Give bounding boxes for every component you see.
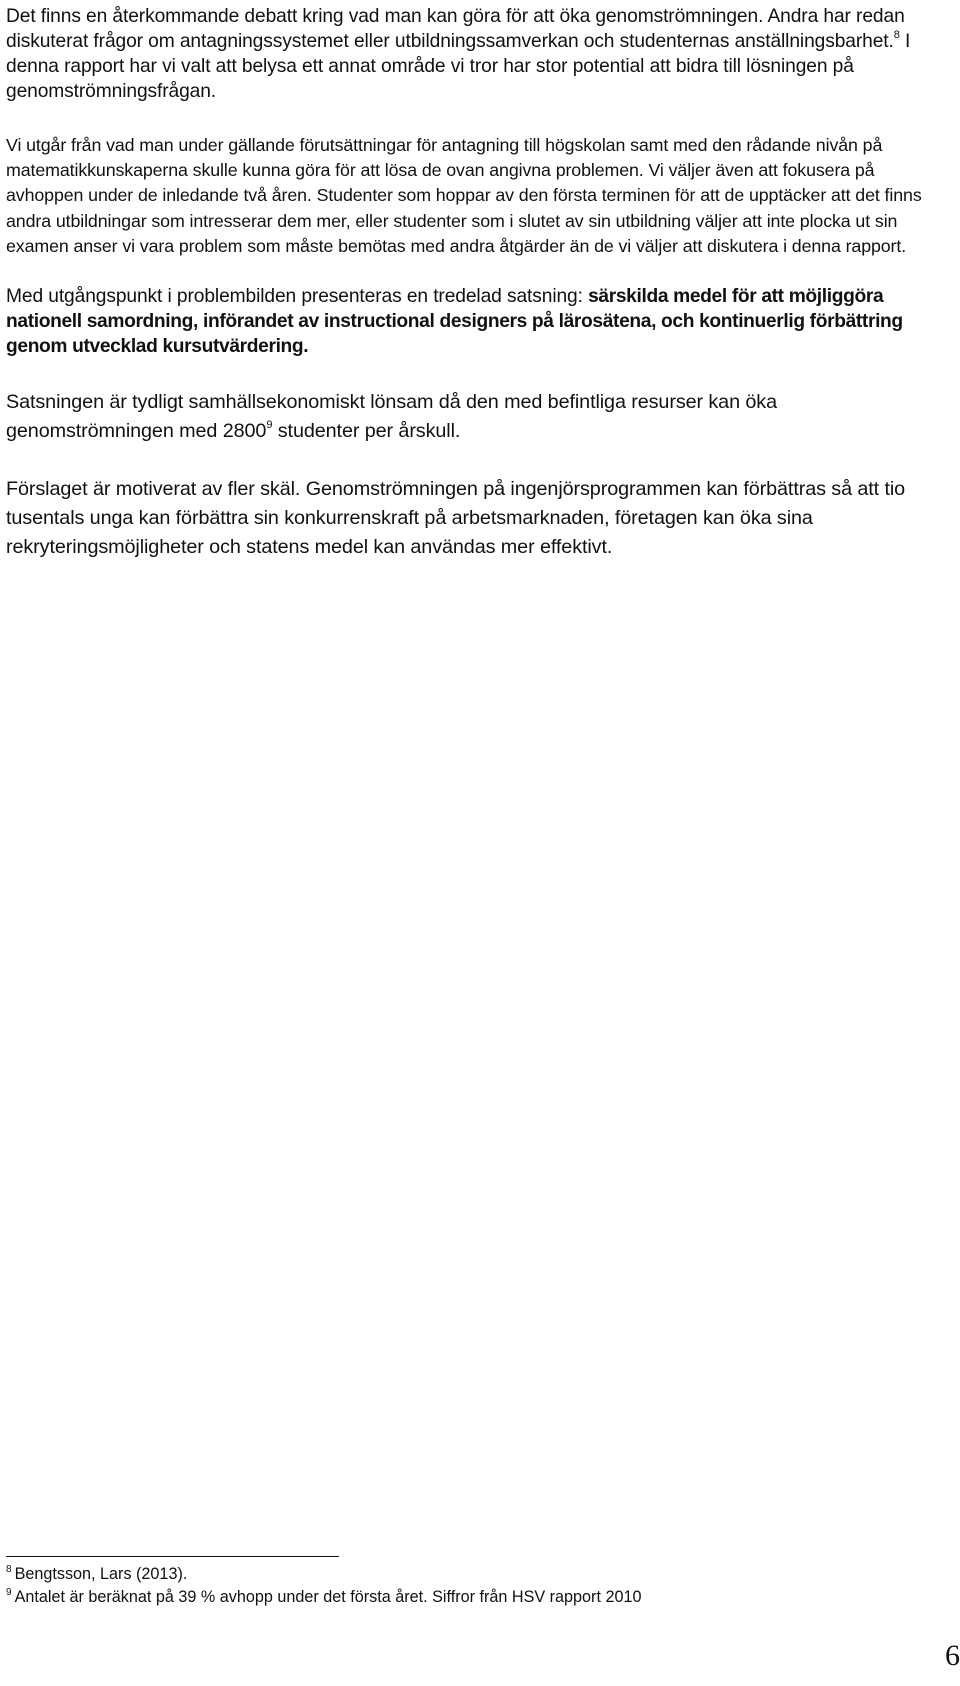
footnote-8: [6, 1563, 906, 1586]
paragraph-profitability-text-b: studenter per årskull.: [272, 420, 461, 443]
paragraph-scope-text: Vi utgår från vad man under gällande förutsättningar för antagning till högskolan samt med den rådande nivån på matematikkunskaperna skulle kunna göra för att lösa de ovan angivna problemen. Vi väljer även att fokusera på avhoppen under de inledande två åren. Studenter som hoppar av den första terminen för att de upptäcker att det finns andra utbildningar som intresserar dem mer, eller studenter som i slutet av sin utbildning väljer att inte plocka ut sin examen anser vi vara problem som måste bemötas med andra åtgärder än de vi väljer att diskutera i denna rapport.: [6, 135, 922, 256]
footnote-ref-8: 8: [893, 29, 900, 41]
paragraph-intro-text-b: I denna rapport har vi valt att belysa ett annat område vi tror har stor potential att bidra till lösningen på genomströmningsfrågan.: [6, 31, 911, 102]
paragraph-intro: [6, 4, 936, 104]
paragraph-proposal: [6, 284, 936, 359]
paragraph-intro-text-a: Det finns en återkommande debatt kring vad man kan göra för att öka genomströmningen. Andra har redan diskuterat frågor om antagningssystemet eller utbildningssamverkan och studenternas anställningsbarhet.: [6, 6, 905, 52]
paragraph-motivation: [6, 475, 936, 562]
footnote-text-8: Bengtsson, Lars (2013).: [14, 1565, 188, 1583]
paragraph-motivation-text: Förslaget är motiverat av fler skäl. Genomströmningen på ingenjörsprogrammen kan förbättras så att tio tusentals unga kan förbättra sin konkurrenskraft på arbetsmarknaden, företagen kan öka sina rekryteringsmöjligheter och statens medel kan användas mer effektivt.: [6, 478, 906, 559]
paragraph-profitability: [6, 388, 936, 446]
footnote-separator: [6, 1556, 339, 1557]
page-number: 6: [945, 1639, 960, 1672]
paragraph-scope: [6, 133, 936, 259]
footnote-number-9: 9: [6, 1587, 12, 1598]
footnote-9: [6, 1586, 906, 1609]
paragraph-proposal-text: Med utgångspunkt i problembilden presenteras en tredelad satsning:: [6, 286, 589, 308]
footnotes: [6, 1563, 906, 1609]
paragraph-profitability-text-a: Satsningen är tydligt samhällsekonomiskt lönsam då den med befintliga resurser kan öka genomströmningen med 2800: [6, 391, 777, 443]
paragraph-proposal-emphasis: särskilda medel för att möjliggöra nationell samordning, införandet av instructional designers på lärosätena, och kontinuerlig förbättring genom utvecklad kursutvärdering.: [6, 286, 903, 358]
body-text: [6, 4, 936, 591]
footnote-ref-9: 9: [266, 419, 273, 432]
footnote-text-9: Antalet är beräknat på 39 % avhopp under det första året. Siffror från HSV rapport 2010: [14, 1588, 642, 1606]
footnote-number-8: 8: [6, 1564, 12, 1575]
